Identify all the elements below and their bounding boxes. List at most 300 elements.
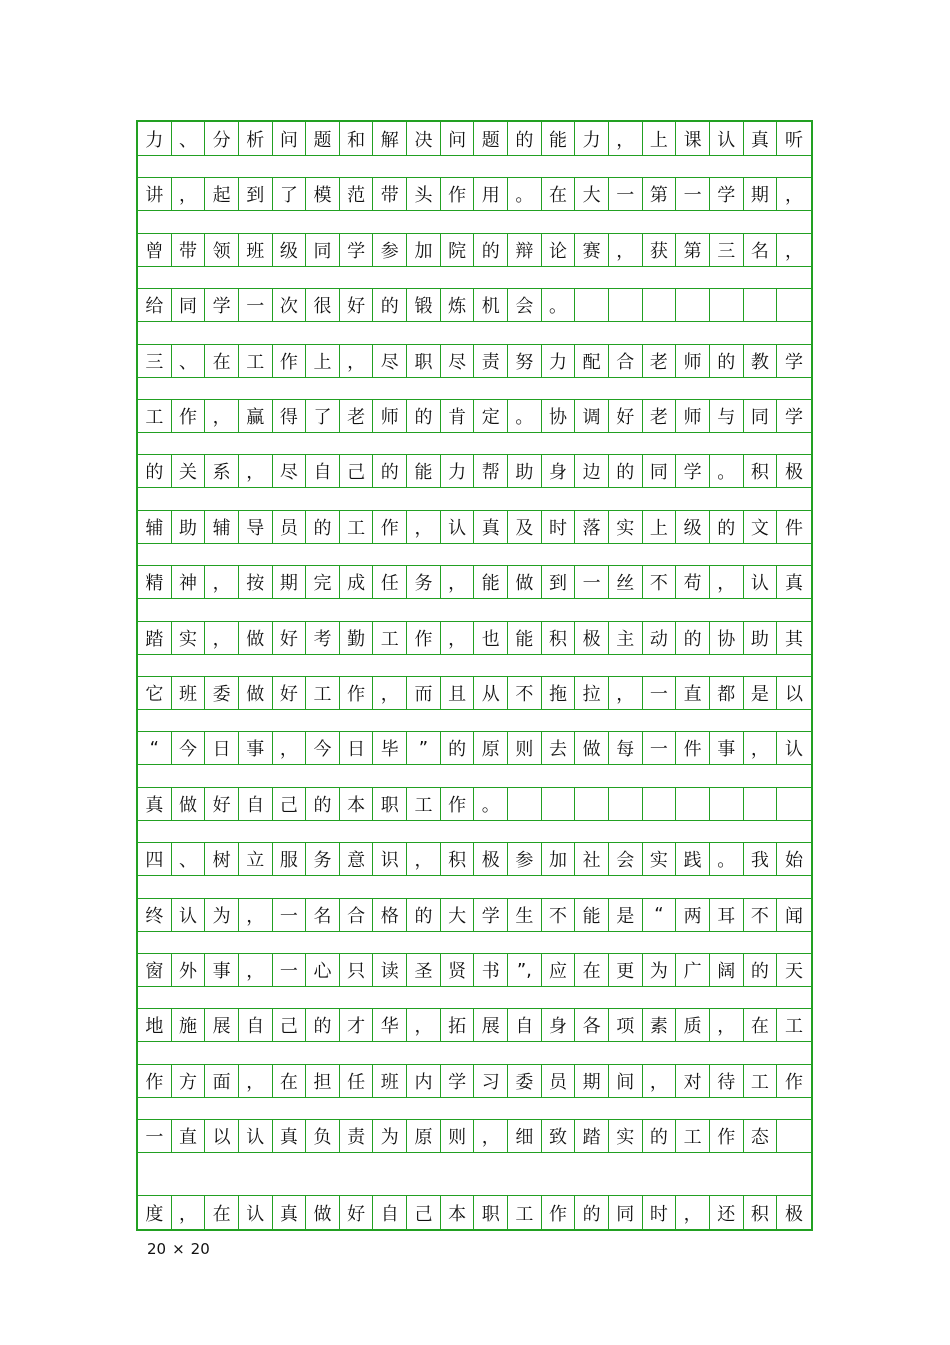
grid-cell: 文 (744, 510, 778, 544)
grid-cell: 任 (340, 1064, 374, 1098)
grid-cell: 课 (676, 122, 710, 156)
grid-cell: 员 (542, 1064, 576, 1098)
grid-cell: 委 (205, 676, 239, 710)
grid-cell: 上 (306, 344, 340, 378)
grid-cell: 习 (474, 1064, 508, 1098)
grid-cell: 决 (407, 122, 441, 156)
grid-cell: 且 (441, 676, 475, 710)
grid-cell: 作 (273, 344, 307, 378)
grid-cell (575, 787, 609, 821)
grid-cell: 配 (575, 344, 609, 378)
grid-cell: 做 (508, 565, 542, 599)
grid-cell: 认 (777, 731, 811, 765)
grid-cell: 外 (172, 953, 206, 987)
grid-cell: 工 (239, 344, 273, 378)
grid-cell: 很 (306, 288, 340, 322)
grid-cell: 和 (340, 122, 374, 156)
grid-cell: ， (710, 565, 744, 599)
grid-cell: 能 (575, 898, 609, 932)
grid-cell: 细 (508, 1119, 542, 1153)
grid-cell: 终 (138, 898, 172, 932)
grid-cell: 积 (542, 621, 576, 655)
grid-cell: 极 (575, 621, 609, 655)
grid-cell: 及 (508, 510, 542, 544)
grid-cell: 积 (744, 1195, 778, 1229)
grid-cell: ， (407, 1008, 441, 1042)
grid-cell: 一 (609, 177, 643, 211)
grid-cell: 作 (172, 399, 206, 433)
grid-cell: 时 (542, 510, 576, 544)
grid-row (138, 288, 811, 322)
grid-cell: 华 (373, 1008, 407, 1042)
grid-cell: 责 (474, 344, 508, 378)
grid-cell: ， (205, 621, 239, 655)
grid-cell: ， (744, 731, 778, 765)
grid-cell: 任 (373, 565, 407, 599)
grid-cell: 职 (474, 1195, 508, 1229)
grid-cell: 、 (172, 842, 206, 876)
grid-cell: ， (676, 1195, 710, 1229)
grid-cell: 与 (710, 399, 744, 433)
grid-cell: 学 (474, 898, 508, 932)
grid-cell: 三 (710, 233, 744, 267)
grid-cell: 的 (744, 953, 778, 987)
grid-cell: 给 (138, 288, 172, 322)
grid-cell: 的 (676, 621, 710, 655)
grid-cell: 为 (373, 1119, 407, 1153)
grid-cell: 的 (306, 1008, 340, 1042)
grid-cell: 大 (575, 177, 609, 211)
grid-cell: 始 (777, 842, 811, 876)
grid-cell: 职 (373, 787, 407, 821)
grid-cell: 学 (441, 1064, 475, 1098)
grid-cell: 锻 (407, 288, 441, 322)
grid-cell: 级 (676, 510, 710, 544)
grid-cell: 致 (542, 1119, 576, 1153)
grid-cell: 会 (508, 288, 542, 322)
grid-cell: 力 (542, 344, 576, 378)
grid-cell: 积 (744, 454, 778, 488)
grid-cell: 务 (407, 565, 441, 599)
grid-cell: 工 (407, 787, 441, 821)
grid-cell: 识 (373, 842, 407, 876)
grid-cell: 生 (508, 898, 542, 932)
grid-cell: 一 (643, 676, 677, 710)
grid-cell: 三 (138, 344, 172, 378)
grid-cell: 时 (643, 1195, 677, 1229)
grid-cell (777, 288, 811, 322)
grid-cell: 真 (744, 122, 778, 156)
grid-cell: 它 (138, 676, 172, 710)
grid-cell: 两 (676, 898, 710, 932)
grid-cell: 学 (676, 454, 710, 488)
grid-cell: ， (441, 565, 475, 599)
grid-cell: 老 (643, 344, 677, 378)
grid-cell: ， (710, 1008, 744, 1042)
grid-cell: 自 (508, 1008, 542, 1042)
grid-cell: 能 (542, 122, 576, 156)
grid-cell: 一 (138, 1119, 172, 1153)
grid-cell: 做 (172, 787, 206, 821)
grid-cell: ， (407, 510, 441, 544)
grid-cell: ” (407, 731, 441, 765)
grid-cell: 素 (643, 1008, 677, 1042)
grid-cell: ， (273, 731, 307, 765)
grid-cell: 意 (340, 842, 374, 876)
grid-cell: ， (373, 676, 407, 710)
grid-cell: 关 (172, 454, 206, 488)
grid-cell: 真 (777, 565, 811, 599)
grid-cell: 件 (777, 510, 811, 544)
grid-cell: 学 (777, 399, 811, 433)
grid-cell: 同 (744, 399, 778, 433)
grid-rows: 20 (190, 1240, 210, 1258)
grid-cell: 的 (609, 454, 643, 488)
grid-cell: 不 (542, 898, 576, 932)
grid-row (138, 1119, 811, 1153)
grid-cell: ， (205, 399, 239, 433)
grid-cell: 员 (273, 510, 307, 544)
grid-cell: ， (239, 454, 273, 488)
grid-cell: 机 (474, 288, 508, 322)
grid-cell: 尽 (441, 344, 475, 378)
grid-cell: 还 (710, 1195, 744, 1229)
grid-size-label (147, 1240, 210, 1258)
grid-cell: 践 (676, 842, 710, 876)
grid-cell: 作 (710, 1119, 744, 1153)
grid-cell: 分 (205, 122, 239, 156)
grid-cell: 拉 (575, 676, 609, 710)
grid-cell: 名 (306, 898, 340, 932)
grid-cell: 一 (239, 288, 273, 322)
grid-cell: 直 (676, 676, 710, 710)
grid-cell: ， (609, 233, 643, 267)
grid-cell: 本 (340, 787, 374, 821)
grid-cell: 系 (205, 454, 239, 488)
grid-cell: 身 (542, 1008, 576, 1042)
grid-cell: 一 (273, 953, 307, 987)
grid-cell: 能 (407, 454, 441, 488)
grid-cell: 用 (474, 177, 508, 211)
grid-cell: 书 (474, 953, 508, 987)
grid-cell: 丝 (609, 565, 643, 599)
grid-cell: 学 (710, 177, 744, 211)
grid-cell: 头 (407, 177, 441, 211)
grid-cell: 原 (407, 1119, 441, 1153)
grid-cell: 身 (542, 454, 576, 488)
grid-cell: 事 (710, 731, 744, 765)
grid-cell: 作 (407, 621, 441, 655)
grid-cell: 地 (138, 1008, 172, 1042)
grid-cell: 以 (205, 1119, 239, 1153)
grid-cell: 工 (508, 1195, 542, 1229)
grid-cell: 真 (138, 787, 172, 821)
grid-cell: 第 (676, 233, 710, 267)
grid-cell: 从 (474, 676, 508, 710)
grid-cell: 考 (306, 621, 340, 655)
grid-cell: 实 (609, 510, 643, 544)
grid-row (138, 233, 811, 267)
grid-cell: 辅 (138, 510, 172, 544)
grid-cell: 参 (508, 842, 542, 876)
grid-cell: 都 (710, 676, 744, 710)
grid-cell: 一 (575, 565, 609, 599)
grid-cell: 不 (643, 565, 677, 599)
grid-cell: 的 (138, 454, 172, 488)
grid-cell: 作 (777, 1064, 811, 1098)
grid-cell: 展 (205, 1008, 239, 1042)
grid-cell: 应 (542, 953, 576, 987)
grid-cell: 学 (205, 288, 239, 322)
grid-cell: 级 (273, 233, 307, 267)
grid-cell: 件 (676, 731, 710, 765)
grid-cell: 范 (340, 177, 374, 211)
grid-cell: 积 (441, 842, 475, 876)
grid-cell: 领 (205, 233, 239, 267)
grid-cell: 则 (441, 1119, 475, 1153)
grid-cell: 辅 (205, 510, 239, 544)
grid-cell: 自 (239, 787, 273, 821)
grid-cell: 认 (710, 122, 744, 156)
grid-cell: ， (205, 565, 239, 599)
grid-cell: 助 (508, 454, 542, 488)
grid-cell: 担 (306, 1064, 340, 1098)
grid-cell: 做 (575, 731, 609, 765)
grid-cell: 尽 (373, 344, 407, 378)
grid-cell: 师 (676, 399, 710, 433)
grid-row (138, 565, 811, 599)
grid-cell: ， (643, 1064, 677, 1098)
grid-cell: 苟 (676, 565, 710, 599)
grid-cell: 实 (172, 621, 206, 655)
grid-row (138, 399, 811, 433)
grid-cell: 极 (474, 842, 508, 876)
grid-cell: 辩 (508, 233, 542, 267)
grid-cell: 责 (340, 1119, 374, 1153)
grid-cell: ”, (508, 953, 542, 987)
grid-cell: 真 (273, 1195, 307, 1229)
grid-cell: 己 (407, 1195, 441, 1229)
grid-cell: 社 (575, 842, 609, 876)
grid-cell: 合 (609, 344, 643, 378)
grid-cell (676, 787, 710, 821)
grid-cell: ， (474, 1119, 508, 1153)
grid-cell: 做 (239, 621, 273, 655)
grid-cell: 一 (676, 177, 710, 211)
grid-cell (575, 288, 609, 322)
grid-cell: 质 (676, 1008, 710, 1042)
grid-cell: 更 (609, 953, 643, 987)
grid-cell: 在 (273, 1064, 307, 1098)
grid-row (138, 787, 811, 821)
grid-cell: ， (777, 177, 811, 211)
grid-cell (643, 288, 677, 322)
grid-cell: 带 (373, 177, 407, 211)
grid-cell: 起 (205, 177, 239, 211)
grid-cell: 自 (239, 1008, 273, 1042)
grid-cell: 天 (777, 953, 811, 987)
grid-cell: 在 (575, 953, 609, 987)
grid-cell: 赛 (575, 233, 609, 267)
grid-cell: 。 (710, 454, 744, 488)
grid-cell: 事 (205, 953, 239, 987)
grid-cell: 为 (205, 898, 239, 932)
grid-cell: 己 (273, 787, 307, 821)
grid-cell: 学 (777, 344, 811, 378)
grid-cell: 踏 (575, 1119, 609, 1153)
grid-cell: 毕 (373, 731, 407, 765)
grid-cell: 委 (508, 1064, 542, 1098)
grid-cell: 作 (138, 1064, 172, 1098)
grid-cell: 好 (609, 399, 643, 433)
grid-cell: 工 (744, 1064, 778, 1098)
grid-cell: 而 (407, 676, 441, 710)
grid-cell: 职 (407, 344, 441, 378)
grid-cell: 班 (172, 676, 206, 710)
grid-cell: 能 (474, 565, 508, 599)
grid-cell: 同 (643, 454, 677, 488)
grid-cell: 的 (508, 122, 542, 156)
grid-row (138, 676, 811, 710)
grid-cell: 期 (273, 565, 307, 599)
grid-cell: 一 (643, 731, 677, 765)
grid-cell: 教 (744, 344, 778, 378)
grid-cell: 上 (643, 122, 677, 156)
grid-row (138, 177, 811, 211)
grid-cell: 院 (441, 233, 475, 267)
grid-cell: 面 (205, 1064, 239, 1098)
grid-cell: 老 (340, 399, 374, 433)
grid-cell: 调 (575, 399, 609, 433)
grid-cell: 精 (138, 565, 172, 599)
grid-cell: 不 (508, 676, 542, 710)
grid-cell: 是 (744, 676, 778, 710)
grid-cell: 工 (777, 1008, 811, 1042)
grid-cell: 度 (138, 1195, 172, 1229)
grid-cell: 则 (508, 731, 542, 765)
grid-cell (744, 288, 778, 322)
grid-cell: 圣 (407, 953, 441, 987)
grid-cell: 极 (777, 1195, 811, 1229)
grid-cell: 的 (373, 454, 407, 488)
grid-cell: 的 (474, 233, 508, 267)
grid-cell: 好 (340, 288, 374, 322)
grid-cell: 作 (441, 787, 475, 821)
grid-cell: 闻 (777, 898, 811, 932)
grid-cell: 内 (407, 1064, 441, 1098)
grid-cell: 帮 (474, 454, 508, 488)
grid-cell: 了 (306, 399, 340, 433)
grid-cell (609, 787, 643, 821)
grid-cell: 今 (172, 731, 206, 765)
grid-cell (710, 288, 744, 322)
grid-cell: 才 (340, 1008, 374, 1042)
grid-cell: 读 (373, 953, 407, 987)
grid-cell: 勤 (340, 621, 374, 655)
grid-cell: ， (239, 898, 273, 932)
grid-cell: 带 (172, 233, 206, 267)
grid-cell: 在 (205, 1195, 239, 1229)
grid-cell: 、 (172, 344, 206, 378)
grid-cell (777, 787, 811, 821)
grid-cell: 本 (441, 1195, 475, 1229)
grid-cell (676, 288, 710, 322)
grid-cell: 耳 (710, 898, 744, 932)
grid-cell: 心 (306, 953, 340, 987)
grid-cell: 认 (744, 565, 778, 599)
grid-cell: 好 (273, 621, 307, 655)
grid-row (138, 1195, 811, 1229)
grid-cell: 。 (508, 399, 542, 433)
grid-cell: 曾 (138, 233, 172, 267)
grid-cell: 的 (373, 288, 407, 322)
grid-cell: 学 (340, 233, 374, 267)
grid-row (138, 454, 811, 488)
grid-cell: 做 (239, 676, 273, 710)
grid-cell: 好 (340, 1195, 374, 1229)
grid-cell: 对 (676, 1064, 710, 1098)
grid-cell: 施 (172, 1008, 206, 1042)
grid-cell: 认 (172, 898, 206, 932)
grid-cell: 的 (407, 399, 441, 433)
grid-cell: 肯 (441, 399, 475, 433)
grid-cell: 踏 (138, 621, 172, 655)
grid-cell: “ (643, 898, 677, 932)
grid-cell: 问 (273, 122, 307, 156)
grid-cell: 今 (306, 731, 340, 765)
grid-cell: 协 (710, 621, 744, 655)
grid-cell (508, 787, 542, 821)
grid-cell: ， (609, 122, 643, 156)
grid-cols: 20 (147, 1240, 167, 1258)
grid-cell: ， (172, 1195, 206, 1229)
grid-cell (744, 787, 778, 821)
grid-cell (710, 787, 744, 821)
grid-cell: 展 (474, 1008, 508, 1042)
grid-cell: 每 (609, 731, 643, 765)
grid-cell: 班 (239, 233, 273, 267)
grid-cell: 班 (373, 1064, 407, 1098)
grid-cell: 的 (575, 1195, 609, 1229)
grid-cell: 作 (340, 676, 374, 710)
grid-cell: “ (138, 731, 172, 765)
grid-cell: 认 (239, 1119, 273, 1153)
grid-cell: 日 (340, 731, 374, 765)
grid-cell: 原 (474, 731, 508, 765)
grid-cell: ， (239, 1064, 273, 1098)
grid-cell: 只 (340, 953, 374, 987)
grid-cell: 大 (441, 898, 475, 932)
grid-cell: 工 (676, 1119, 710, 1153)
grid-cell: 落 (575, 510, 609, 544)
grid-cell: 炼 (441, 288, 475, 322)
grid-cell: 待 (710, 1064, 744, 1098)
grid-cell: 次 (273, 288, 307, 322)
grid-cell: 。 (710, 842, 744, 876)
grid-row (138, 1064, 811, 1098)
grid-cell: 获 (643, 233, 677, 267)
grid-cell: 好 (273, 676, 307, 710)
grid-cell: 在 (205, 344, 239, 378)
grid-cell: 作 (542, 1195, 576, 1229)
grid-cell: 极 (777, 454, 811, 488)
grid-cell: 真 (273, 1119, 307, 1153)
grid-cell: 的 (643, 1119, 677, 1153)
grid-cell: 作 (441, 177, 475, 211)
grid-cell: 拓 (441, 1008, 475, 1042)
grid-cell: 题 (474, 122, 508, 156)
grid-cell: 认 (239, 1195, 273, 1229)
